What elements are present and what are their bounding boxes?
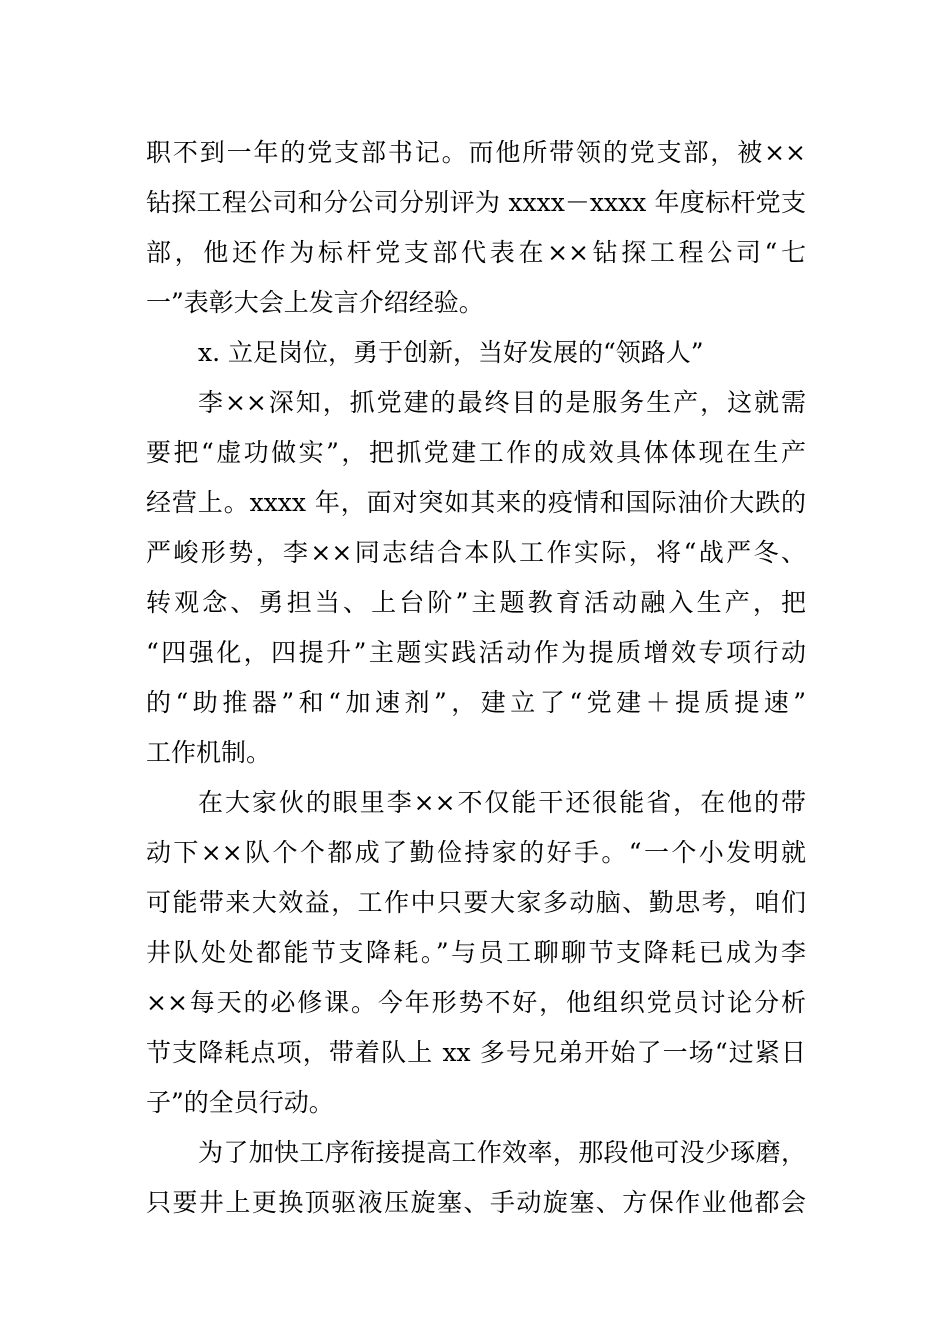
text-line: 子”的全员行动。 (146, 1088, 334, 1117)
text-line: 经营上。xxxx 年，面对突如其来的疫情和国际油价大跌的 (146, 488, 806, 517)
text-line: 在大家伙的眼里李××不仅能干还很能省，在他的带 (198, 788, 806, 817)
text-line: 井队处处都能节支降耗。”与员工聊聊节支降耗已成为李 (146, 938, 806, 967)
text-line: 要把“虚功做实”，把抓党建工作的成效具体体现在生产 (146, 438, 806, 467)
document-body (146, 128, 806, 1228)
text-line: 部，他还作为标杆党支部代表在××钻探工程公司“七 (146, 238, 806, 267)
text-line: 钻探工程公司和分公司分别评为 xxxx－xxxx 年度标杆党支 (146, 188, 806, 217)
text-line: 的“助推器”和“加速剂”，建立了“党建＋提质提速” (146, 688, 806, 717)
text-line: 李××深知，抓党建的最终目的是服务生产，这就需 (198, 388, 806, 417)
text-line: 转观念、勇担当、上台阶”主题教育活动融入生产，把 (146, 588, 806, 617)
text-line: 可能带来大效益，工作中只要大家多动脑、勤思考，咱们 (146, 888, 806, 917)
text-line: 一”表彰大会上发言介绍经验。 (146, 288, 484, 317)
text-line: 只要井上更换顶驱液压旋塞、手动旋塞、方保作业他都会 (146, 1188, 806, 1217)
text-line: “四强化，四提升”主题实践活动作为提质增效专项行动 (146, 638, 806, 667)
text-line: 工作机制。 (146, 738, 272, 767)
text-line: 严峻形势，李××同志结合本队工作实际，将“战严冬、 (146, 538, 806, 567)
text-line: 为了加快工序衔接提高工作效率，那段他可没少琢磨， (198, 1138, 806, 1167)
section-heading: x. 立足岗位，勇于创新，当好发展的“领路人” (198, 338, 704, 367)
text-line: 动下××队个个都成了勤俭持家的好手。“一个小发明就 (146, 838, 806, 867)
text-line: ××每天的必修课。今年形势不好，他组织党员讨论分析 (146, 988, 806, 1017)
text-line: 职不到一年的党支部书记。而他所带领的党支部，被×× (146, 138, 806, 167)
text-line: 节支降耗点项，带着队上 xx 多号兄弟开始了一场“过紧日 (146, 1038, 806, 1067)
